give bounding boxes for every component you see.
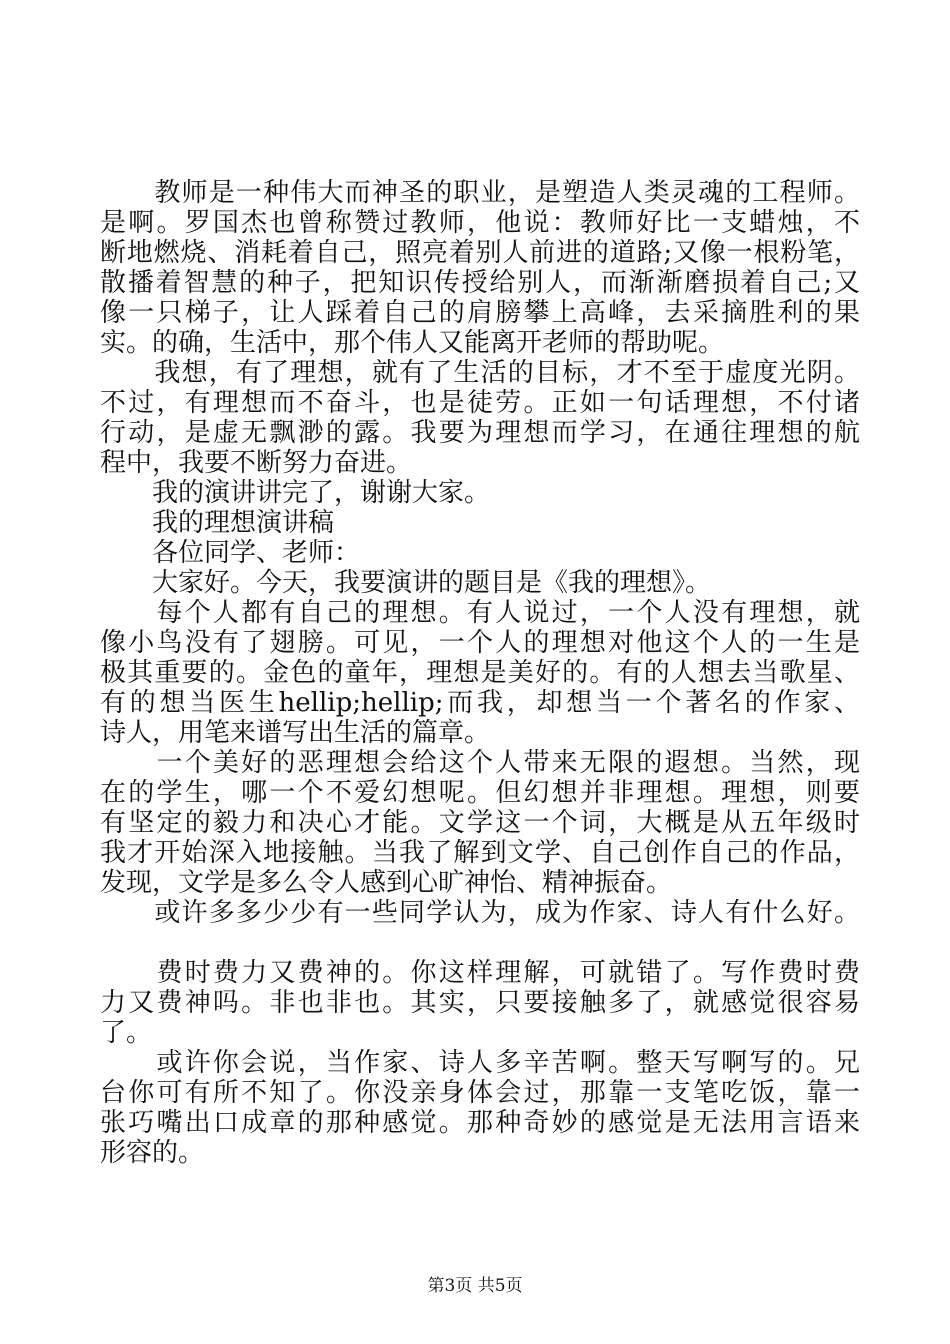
text-line: 极其重要的。金色的童年，理想是美好的。有的人想去当歌星、: [100, 658, 860, 688]
page-number-footer: 第3页 共5页: [427, 1276, 523, 1296]
text-line: 费时费力又费神的。你这样理解，可就错了。写作费时费: [100, 958, 860, 988]
text-line: 有的想当医生hellip;hellip;而我，却想当一个著名的作家、: [100, 688, 860, 718]
text-line: 或许多多少少有一些同学认为，成为作家、诗人有什么好。: [100, 898, 860, 928]
text-line: 力又费神吗。非也非也。其实，只要接触多了，就感觉很容易: [100, 988, 860, 1018]
text-line: 像一只梯子，让人踩着自己的肩膀攀上高峰，去采摘胜利的果: [100, 298, 860, 328]
text-line: 我才开始深入地接触。当我了解到文学、自己创作自己的作品，: [100, 838, 860, 868]
text-line: 诗人，用笔来谱写出生活的篇章。: [100, 718, 491, 748]
text-line: 有坚定的毅力和决心才能。文学这一个词，大概是从五年级时: [100, 808, 860, 838]
text-line: 散播着智慧的种子，把知识传授给别人，而渐渐磨损着自己;又: [100, 268, 860, 298]
text-line: 在的学生，哪一个不爱幻想呢。但幻想并非理想。理想，则要: [100, 778, 860, 808]
text-line: 每个人都有自己的理想。有人说过，一个人没有理想，就: [100, 598, 860, 628]
text-line: 像小鸟没有了翅膀。可见，一个人的理想对他这个人的一生是: [100, 628, 860, 658]
text-line: 行动，是虚无飘渺的露。我要为理想而学习，在通往理想的航: [100, 418, 860, 448]
text-line: 断地燃烧、消耗着自己，照亮着别人前进的道路;又像一根粉笔，: [100, 238, 860, 268]
text-line: 程中，我要不断努力奋进。: [100, 448, 413, 478]
text-line: 我的演讲讲完了，谢谢大家。: [100, 478, 491, 508]
text-line: 了。: [100, 1018, 153, 1048]
text-line: 教师是一种伟大而神圣的职业，是塑造人类灵魂的工程师。: [100, 178, 860, 208]
text-line: 是啊。罗国杰也曾称赞过教师，他说：教师好比一支蜡烛，不: [100, 208, 860, 238]
text-line: 形容的。: [100, 1138, 205, 1168]
text-line: 各位同学、老师：: [100, 538, 361, 568]
text-line: 或许你会说，当作家、诗人多辛苦啊。整天写啊写的。兄: [100, 1048, 860, 1078]
text-line: 台你可有所不知了。你没亲身体会过，那靠一支笔吃饭，靠一: [100, 1078, 860, 1108]
text-line: 不过，有理想而不奋斗，也是徒劳。正如一句话理想，不付诸: [100, 388, 860, 418]
text-line: 大家好。今天，我要演讲的题目是《我的理想》。: [100, 568, 712, 598]
text-line: 发现，文学是多么令人感到心旷神怡、精神振奋。: [100, 868, 673, 898]
text-line: 一个美好的恶理想会给这个人带来无限的遐想。当然，现: [100, 748, 860, 778]
text-line: 实。的确，生活中，那个伟人又能离开老师的帮助呢。: [100, 328, 725, 358]
text-line: 张巧嘴出口成章的那种感觉。那种奇妙的感觉是无法用言语来: [100, 1108, 860, 1138]
text-line: 我的理想演讲稿: [100, 508, 335, 538]
text-line: 我想，有了理想，就有了生活的目标，才不至于虚度光阴。: [100, 358, 860, 388]
